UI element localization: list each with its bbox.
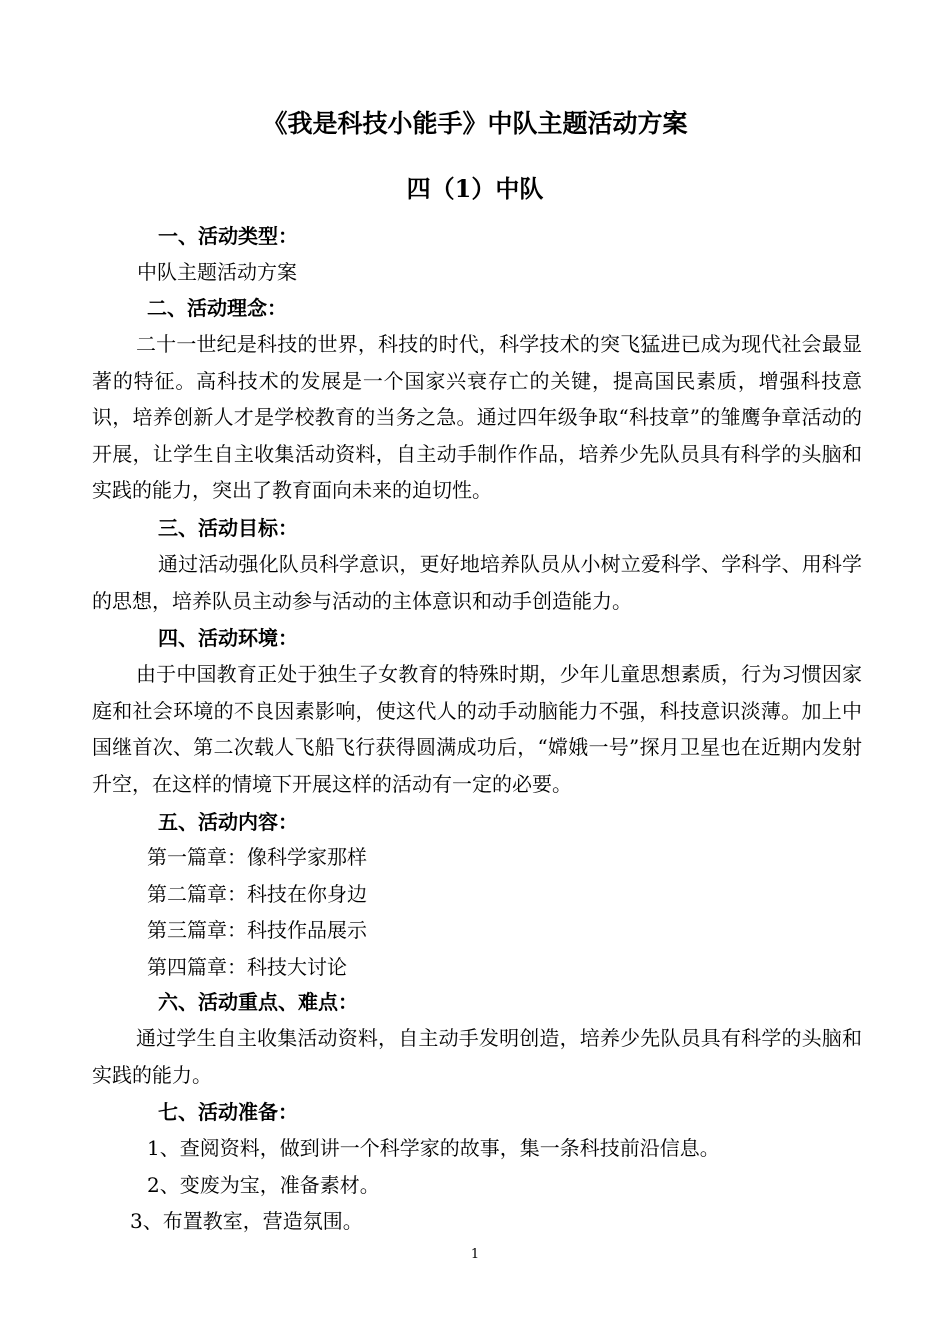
section-heading-activity-concept: 二、活动理念：	[147, 296, 287, 320]
preparation-item: 1、查阅资料，做到讲一个科学家的故事，集一条科技前沿信息。	[147, 1136, 720, 1160]
section-heading-activity-environment: 四、活动环境：	[158, 626, 298, 650]
section-heading-activity-type: 一、活动类型：	[158, 224, 298, 248]
section-heading-preparation: 七、活动准备：	[158, 1100, 298, 1124]
section-heading-activity-goal: 三、活动目标：	[158, 516, 298, 540]
preparation-item: 2、变废为宝，准备素材。	[147, 1173, 380, 1197]
content-item: 第二篇章：科技在你身边	[147, 882, 367, 906]
section-heading-key-points: 六、活动重点、难点：	[158, 990, 358, 1014]
content-item: 第三篇章：科技作品展示	[147, 918, 367, 942]
content-item: 第四篇章：科技大讨论	[147, 955, 347, 979]
section-text-key-points: 通过学生自主收集活动资料，自主动手发明创造，培养少先队员具有科学的头脑和实践的能力。	[92, 1026, 862, 1087]
document-title: 《我是科技小能手》中队主题活动方案	[262, 109, 688, 138]
section-text-activity-environment: 由于中国教育正处于独生子女教育的特殊时期，少年儿童思想素质，行为习惯因家庭和社会环境的不良因素影响，使这代人的动手动脑能力不强，科技意识淡薄。加上中国继首次、第二次载人飞船飞行获得圆满成功后，“嫦娥一号”探月卫星也在近期内发射升空，在这样的情境下开展这样的活动有一定的必要。	[92, 662, 862, 796]
preparation-item: 3、布置教室，营造氛围。	[130, 1209, 363, 1233]
page-number: 1	[470, 1247, 480, 1262]
section-text-activity-concept: 二十一世纪是科技的世界，科技的时代，科学技术的突飞猛进已成为现代社会最显著的特征。高科技术的发展是一个国家兴衰存亡的关键，提高国民素质，增强科技意识，培养创新人才是学校教育的当务之急。通过四年级争取“科技章”的雏鹰争章活动的开展，让学生自主收集活动资料，自主动手制作作品，培养少先队员具有科学的头脑和实践的能力，突出了教育面向未来的迫切性。	[92, 332, 862, 502]
document-subtitle: 四（1）中队	[406, 174, 544, 203]
section-text-activity-goal: 通过活动强化队员科学意识，更好地培养队员从小树立爱科学、学科学、用科学的思想，培养队员主动参与活动的主体意识和动手创造能力。	[92, 552, 862, 613]
section-text-activity-type: 中队主题活动方案	[137, 260, 297, 284]
content-item: 第一篇章：像科学家那样	[147, 845, 367, 869]
section-heading-activity-content: 五、活动内容：	[158, 810, 298, 834]
